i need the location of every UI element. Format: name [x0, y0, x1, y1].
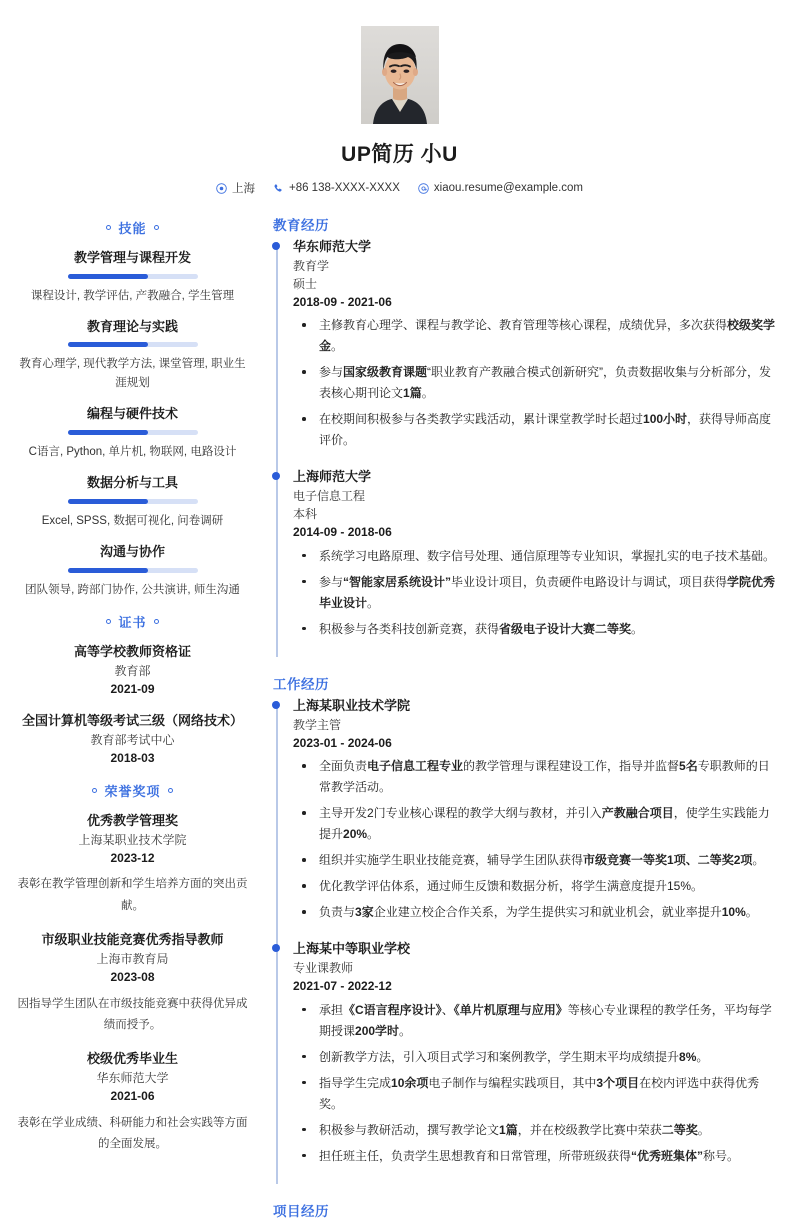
- bullet-text: 。: [367, 827, 380, 842]
- skill-items: 课程设计, 教学评估, 产教融合, 学生管理: [30, 289, 235, 302]
- bullet-emphasis: 省级电子设计大赛二等奖: [499, 621, 632, 636]
- honors-list: [14, 812, 251, 1156]
- bullet-text: 。: [367, 595, 380, 610]
- bullet-text: 等核心专业课程的教学任务，平均每学期授课: [319, 1002, 772, 1038]
- bullet-text: 参与: [319, 365, 344, 380]
- skill-name: 沟通与协作: [99, 544, 165, 560]
- bullet-text: 积极参与各类科技创新竞赛，获得: [319, 621, 500, 636]
- resume-body: [0, 206, 799, 1226]
- bullet-emphasis: 8%: [679, 1049, 697, 1064]
- bullet-text: “职业教育产教融合模式创新研究”，负责数据收集与分析部分，发表核心期刊论文: [319, 365, 772, 401]
- major: 电子信息工程: [293, 489, 366, 504]
- major: 教育学: [293, 258, 330, 273]
- section-title-certificates-label: 证书: [118, 615, 147, 631]
- main-content: [265, 214, 799, 1226]
- bullet-item: [293, 1047, 781, 1068]
- education-timeline: [271, 238, 781, 657]
- skill-name: 教学管理与课程开发: [73, 250, 191, 265]
- work-timeline: [271, 697, 781, 1184]
- honor-entry: [14, 931, 251, 1036]
- bullet-list: [293, 546, 781, 640]
- bullet-item: [293, 1146, 781, 1167]
- skill-level-fill: [68, 274, 149, 279]
- bullet-item: [293, 1000, 781, 1042]
- skill-level-bar: [68, 274, 198, 279]
- bullet-circle-icon: [106, 619, 111, 624]
- bullet-text: 在校期间积极参与各类教学实践活动，累计课堂教学时长超过: [319, 412, 644, 427]
- period: 2018-09 - 2021-06: [293, 294, 392, 309]
- location-icon: [216, 183, 227, 194]
- bullet-item: [293, 619, 781, 640]
- bullet-emphasis: 20%: [343, 827, 368, 842]
- bullet-item: [293, 756, 781, 798]
- bullet-list: [293, 756, 781, 923]
- block-issuer: 上海某职业技术学院: [78, 832, 187, 847]
- bullet-emphasis: “智能家居系统设计”: [343, 574, 452, 589]
- degree: 本科: [293, 507, 318, 522]
- bullet-item: [293, 362, 781, 404]
- section-title-honors: [14, 781, 251, 800]
- bullet-text: 负责与: [319, 905, 356, 920]
- bullet-list: [293, 1000, 781, 1167]
- honor-entry: [14, 1050, 251, 1155]
- bullet-emphasis: 《C语言程序设计》: [343, 1002, 442, 1017]
- bullet-emphasis: 电子信息工程专业: [367, 759, 464, 774]
- bullet-item: [293, 409, 781, 451]
- skill-items: 教育心理学, 现代教学方法, 课堂管理, 职业生涯规划: [19, 358, 246, 389]
- bullet-item: [293, 876, 781, 897]
- bullet-text: 。: [745, 905, 758, 920]
- contact-row: [0, 180, 799, 196]
- bullet-text: ，使学生实践能力提升: [319, 806, 770, 842]
- skill-name: 数据分析与工具: [86, 475, 178, 491]
- contact-location: [216, 180, 255, 196]
- education-entry: [293, 238, 781, 468]
- contact-location-text: 上海: [231, 183, 255, 195]
- bullet-text: 参与: [319, 574, 344, 589]
- bullet-text: 全面负责: [319, 759, 368, 774]
- block-title: 高等学校教师资格证: [73, 644, 191, 660]
- skill-level-fill: [68, 568, 149, 573]
- bullet-item: [293, 315, 781, 357]
- bullet-text: 创新教学方法，引入项目式学习和案例教学，学生期末平均成绩提升: [319, 1049, 680, 1064]
- bullet-emphasis: 3个项目: [596, 1075, 640, 1090]
- block-issuer: 教育部: [114, 664, 151, 679]
- bullet-text: 。: [697, 1122, 710, 1137]
- bullet-emphasis: 《单片机原理与应用》: [453, 1002, 568, 1017]
- bullet-emphasis: 国家级教育课题: [343, 365, 428, 380]
- bullet-item: [293, 572, 781, 614]
- period: 2014-09 - 2018-06: [293, 525, 392, 540]
- bullet-text: 组织并实施学生职业技能竞赛，辅导学生团队获得: [319, 853, 584, 868]
- skill-level-bar: [68, 568, 198, 573]
- bullet-emphasis: 二等奖: [661, 1122, 698, 1137]
- block-date: 2018-03: [110, 750, 155, 765]
- bullet-item: [293, 546, 781, 567]
- block-title: 全国计算机等级考试三级（网络技术）: [21, 712, 243, 728]
- skill-level-fill: [68, 499, 149, 504]
- period: 2021-07 - 2022-12: [293, 979, 392, 994]
- bullet-text: 系统学习电路原理、数字信号处理、通信原理等专业知识，掌握扎实的电子技术基础。: [319, 548, 776, 563]
- position: 教学主管: [293, 717, 342, 732]
- block-date: 2021-06: [110, 1089, 155, 1104]
- bullet-circle-icon: [92, 788, 97, 793]
- skill-entry: [14, 474, 251, 530]
- block-issuer: 华东师范大学: [96, 1071, 169, 1086]
- block-title: 校级优秀毕业生: [86, 1051, 178, 1067]
- bullet-item: [293, 803, 781, 845]
- bullet-emphasis: “优秀班集体”: [631, 1148, 704, 1163]
- bullet-emphasis: 10%: [721, 905, 746, 920]
- bullet-emphasis: 校级奖学金: [319, 318, 776, 354]
- position: 专业课教师: [293, 961, 354, 976]
- bullet-text: ，获得导师高度评价。: [319, 412, 772, 448]
- block-issuer: 教育部考试中心: [90, 733, 175, 748]
- skill-entry: [14, 405, 251, 461]
- block-description: 表彰在学业成绩、科研能力和社会实践等方面的全面发展。: [17, 1117, 248, 1151]
- bullet-text: 在校内评选中获得优秀奖。: [319, 1075, 760, 1111]
- bullet-text: 主导开发2门专业核心课程的教学大纲与教材，并引入: [319, 806, 602, 821]
- contact-email: [418, 182, 583, 194]
- skills-list: [14, 249, 251, 599]
- bullet-text: 的教学管理与课程建设工作，指导并监督: [463, 759, 680, 774]
- block-date: 2023-08: [110, 969, 155, 984]
- bullet-emphasis: 100小时: [643, 412, 688, 427]
- bullet-text: 企业建立校企合作关系，为学生提供实习和就业机会，就业率提升: [373, 905, 722, 920]
- school-name: 上海师范大学: [293, 469, 372, 485]
- block-title: 优秀教学管理奖: [86, 812, 178, 828]
- bullet-text: 。: [421, 386, 434, 401]
- skill-items: Excel, SPSS, 数据可视化, 问卷调研: [41, 514, 224, 527]
- bullet-text: 。: [331, 339, 344, 354]
- bullet-emphasis: 学院优秀毕业设计: [319, 574, 776, 610]
- honor-entry: [14, 812, 251, 917]
- bullet-text: 积极参与教研活动，撰写教学论文: [319, 1122, 500, 1137]
- section-title-skills-label: 技能: [118, 221, 147, 236]
- bullet-emphasis: 10余项: [391, 1075, 429, 1090]
- bullet-text: 毕业设计项目，负责硬件电路设计与调试，项目获得: [451, 574, 728, 589]
- education-entry: [293, 468, 781, 656]
- bullet-text: 专职教师的日常教学活动。: [319, 759, 770, 795]
- school-name: 华东师范大学: [293, 239, 372, 254]
- certificate-entry: [14, 643, 251, 698]
- avatar: [361, 26, 439, 124]
- bullet-list: [293, 315, 781, 451]
- degree: 硕士: [293, 276, 318, 291]
- bullet-circle-icon: [154, 619, 159, 624]
- bullet-text: 。: [696, 1049, 709, 1064]
- bullet-circle-icon: [106, 225, 111, 230]
- bullet-text: 优化教学评估体系，通过师生反馈和数据分析，将学生满意度提升15%。: [319, 879, 704, 894]
- bullet-text: 主修教育心理学、课程与教学论、教育管理等核心课程，成绩优异，多次获得: [319, 318, 728, 333]
- contact-phone: [273, 182, 400, 194]
- work-entry: [293, 697, 781, 940]
- section-title-skills: [14, 218, 251, 237]
- block-description: 因指导学生团队在市级技能竞赛中获得优异成绩而授予。: [17, 997, 248, 1031]
- bullet-emphasis: 5名: [679, 759, 698, 774]
- company-name: 上海某中等职业学校: [293, 941, 411, 957]
- bullet-item: [293, 902, 781, 923]
- certificates-list: [14, 643, 251, 767]
- bullet-text: 称号。: [703, 1148, 740, 1163]
- phone-icon: [273, 183, 284, 194]
- section-title-honors-label: 荣誉奖项: [104, 783, 161, 799]
- candidate-name: UP简历 小U: [341, 143, 458, 166]
- work-entry: [293, 940, 781, 1183]
- bullet-circle-icon: [168, 788, 173, 793]
- bullet-text: 承担: [319, 1002, 344, 1017]
- section-title-certificates: [14, 612, 251, 631]
- bullet-text: 电子制作与编程实践项目，其中: [428, 1075, 597, 1090]
- bullet-text: 。: [752, 853, 765, 868]
- bullet-circle-icon: [154, 225, 159, 230]
- bullet-emphasis: 1篇: [499, 1122, 518, 1137]
- bullet-text: 指导学生完成: [319, 1075, 392, 1090]
- skill-items: C语言, Python, 单片机, 物联网, 电路设计: [28, 445, 237, 458]
- skill-entry: [14, 249, 251, 305]
- bullet-text: 担任班主任，负责学生思想教育和日常管理，所带班级获得: [319, 1148, 632, 1163]
- bullet-text: 、: [441, 1002, 454, 1017]
- bullet-emphasis: 1篇: [403, 386, 422, 401]
- bullet-text: 。: [399, 1023, 412, 1038]
- section-title-projects-clipped: [271, 1200, 781, 1218]
- section-title-projects: 项目经历: [273, 1203, 329, 1219]
- block-description: 表彰在教学管理创新和学生培养方面的突出贡献。: [17, 878, 248, 912]
- block-title: 市级职业技能竞赛优秀指导教师: [41, 931, 224, 947]
- bullet-emphasis: 3家: [355, 905, 374, 920]
- bullet-emphasis: 200学时: [355, 1023, 400, 1038]
- period: 2023-01 - 2024-06: [293, 735, 392, 750]
- resume-header: [0, 0, 799, 206]
- bullet-item: [293, 1120, 781, 1141]
- skill-level-bar: [68, 499, 198, 504]
- section-title-work: 工作经历: [273, 676, 329, 692]
- block-date: 2021-09: [110, 682, 155, 697]
- certificate-entry: [14, 712, 251, 767]
- skill-name: 编程与硬件技术: [86, 406, 178, 422]
- company-name: 上海某职业技术学院: [293, 697, 411, 713]
- contact-phone-text: +86 138-XXXX-XXXX: [288, 182, 400, 194]
- skill-level-fill: [68, 430, 149, 435]
- bullet-item: [293, 850, 781, 871]
- block-date: 2023-12: [110, 850, 155, 865]
- email-icon: [418, 183, 429, 194]
- section-title-education: 教育经历: [273, 218, 329, 233]
- bullet-text: 。: [631, 621, 644, 636]
- skill-level-bar: [68, 430, 198, 435]
- skill-level-bar: [68, 342, 198, 347]
- skill-name: 教育理论与实践: [86, 318, 178, 334]
- bullet-emphasis: 市级竞赛一等奖1项、二等奖2项: [583, 853, 753, 868]
- bullet-text: ，并在校级教学比赛中荣获: [517, 1122, 662, 1137]
- bullet-item: [293, 1073, 781, 1115]
- skill-entry: [14, 543, 251, 599]
- block-issuer: 上海市教育局: [96, 952, 169, 967]
- contact-email-text: xiaou.resume@example.com: [433, 182, 584, 194]
- skill-entry: [14, 318, 251, 392]
- bullet-emphasis: 产教融合项目: [601, 806, 674, 821]
- skill-level-fill: [68, 342, 149, 347]
- sidebar: [0, 214, 265, 1190]
- skill-items: 团队领导, 跨部门协作, 公共演讲, 师生沟通: [25, 583, 240, 596]
